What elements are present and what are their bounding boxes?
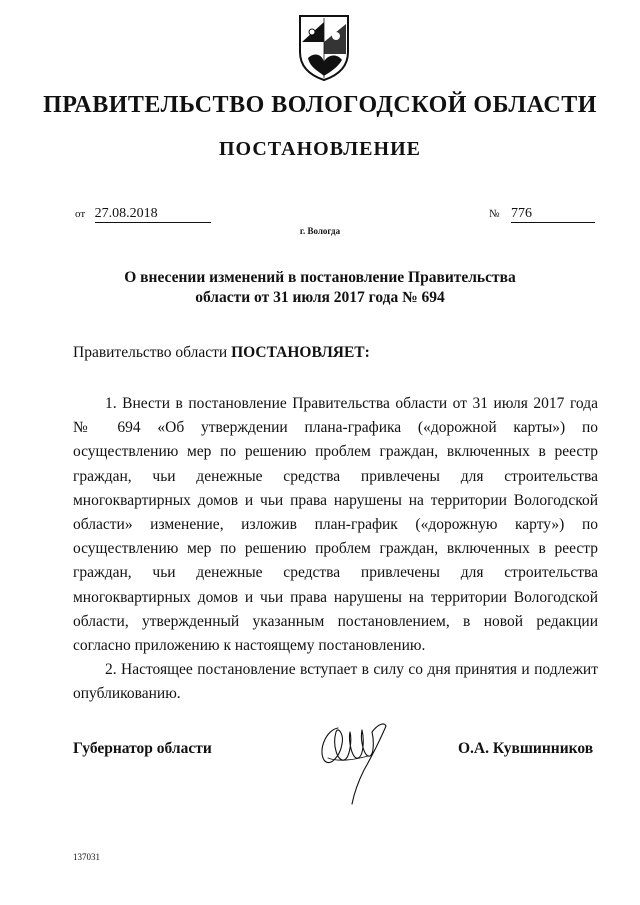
date-value: 27.08.2018 <box>95 206 211 223</box>
document-title <box>120 268 520 308</box>
number-field <box>489 206 595 223</box>
organization-title: ПРАВИТЕЛЬСТВО ВОЛОГОДСКОЙ ОБЛАСТИ <box>43 92 597 118</box>
number-label: № <box>489 208 500 220</box>
title-line-1: О внесении изменений в постановление Правительства <box>124 269 516 286</box>
date-field <box>75 206 211 223</box>
document-type: ПОСТАНОВЛЕНИЕ <box>219 138 421 160</box>
title-line-2: области от 31 июля 2017 года № 694 <box>195 289 445 306</box>
paragraph-1: 1. Внести в постановление Правительства области от 31 июля 2017 года № 694 «Об утверждении плана-графика («дорожной карты») по осуществлению мер по решению проблем граждан, включенных в реестр граждан, чьи денежные средства привлечены для строительства многоквартирных домов и чьи права нарушены на территории Вологодской области» изменение, изложив план-график («дорожную карту») по осуществлению мер по решению проблем граждан, включенных в реестр граждан, чьи денежные средства привлечены для строительства многоквартирных домов и чьи права нарушены на территории Вологодской области, утвержденный указанным постановлением, в новой редакции согласно приложению к настоящему постановлению. <box>73 395 598 655</box>
coat-of-arms-icon <box>296 12 352 82</box>
preamble-text: Правительство области <box>73 344 232 361</box>
preamble <box>73 344 370 362</box>
city-label: г. Вологда <box>299 226 341 236</box>
signatory-position: Губернатор области <box>73 740 212 757</box>
preamble-emphasis: ПОСТАНОВЛЯЕТ: <box>231 344 370 361</box>
document-body <box>73 392 598 707</box>
paragraph-2: 2. Настоящее постановление вступает в силу со дня принятия и подлежит опубликованию. <box>73 661 598 703</box>
number-value: 776 <box>511 206 595 223</box>
footer-code: 137031 <box>73 852 100 862</box>
date-label: от <box>75 208 86 220</box>
handwritten-signature <box>308 710 398 808</box>
signatory-name: О.А. Кувшинников <box>458 740 594 757</box>
